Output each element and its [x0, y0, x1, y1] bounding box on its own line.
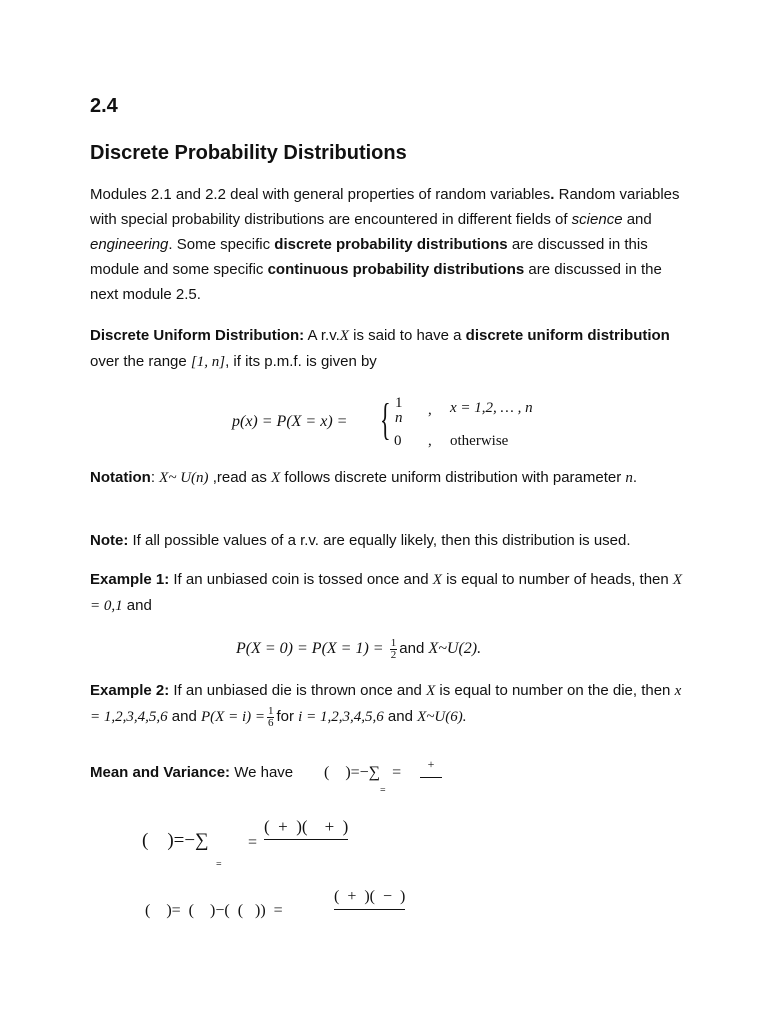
- mean-sum-index: =: [380, 785, 386, 796]
- note-paragraph: Note: If all possible values of a r.v. are equally likely, then this distribution is used.: [90, 532, 631, 549]
- second-moment-sum-index: =: [216, 859, 222, 870]
- uniform-definition: Discrete Uniform Distribution: A r.v.X is said to have a discrete uniform distribution over the range [1, n], if its p.m.f. is given by: [90, 327, 670, 370]
- page-title: Discrete Probability Distributions: [90, 142, 407, 164]
- example-2: Example 2: If an unbiased die is thrown once and X is equal to number on the die, then x = 1,2,3,4,5,6 and P(X = i) = $\frac{1}{6}$ for i = 1,2,3,4,5,6 and X~U(6).: [90, 682, 682, 729]
- notation-paragraph: Notation: X~ U(n) ,read as X follows discrete uniform distribution with parameter n.: [90, 469, 638, 486]
- second-moment-equals: =: [248, 834, 258, 851]
- second-moment-equation: ( )=−∑: [142, 830, 209, 851]
- mean-numerator: +: [420, 752, 442, 778]
- section-number: 2.4: [90, 95, 118, 117]
- intro-paragraph: Modules 2.1 and 2.2 deal with general properties of random variables. Random variables with special probability distributions are encountered in different fields of science and engineering. Some specific discrete probability distributions are discussed in this module and some specific continuous probability distributions are discussed in the next module 2.5.: [90, 186, 680, 303]
- mean-variance-heading: Mean and Variance: We have: [90, 764, 294, 781]
- example-1: Example 1: If an unbiased coin is tossed once and X is equal to number of heads, then X = 0,1 and: [90, 571, 683, 614]
- variance-equation: ( )= ( )−( ( )) =: [145, 902, 283, 919]
- second-moment-numerator: ( + )( + ): [264, 814, 348, 840]
- mean-equation: ( )=−∑ =: [324, 764, 402, 781]
- variance-numerator: ( + )( − ): [334, 884, 405, 910]
- pmf-equation: p(x) = P(X = x) = { 1 n , x = 1,2, … , n 0 , otherwise: [232, 395, 533, 449]
- example-1-equation: P(X = 0) = P(X = 1) = $\frac{1}{2}$ and X~U(2).: [236, 636, 482, 661]
